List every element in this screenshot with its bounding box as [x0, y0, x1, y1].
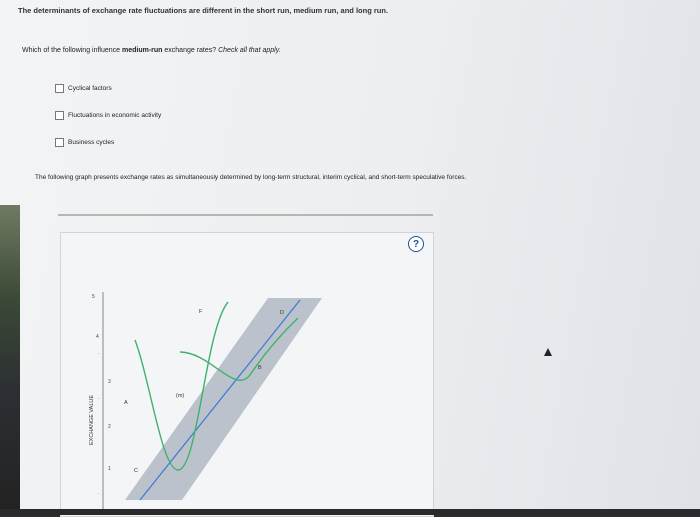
long-term-band — [125, 298, 322, 500]
option-label: Business cycles — [68, 139, 115, 146]
trend-line — [140, 300, 300, 500]
bottom-edge — [0, 509, 700, 515]
point-label-f: F — [199, 309, 203, 315]
question-prefix: Which of the following influence — [22, 47, 122, 54]
graph-caption: The following graph presents exchange rates as simultaneously determined by long-term structural, interim cyclical, and short-term speculative forces. — [35, 174, 467, 181]
y-tick-mark: · — [98, 351, 100, 357]
question-instruction: Check all that apply. — [218, 47, 281, 54]
option-label: Fluctuations in economic activity — [68, 112, 162, 119]
mouse-cursor-icon — [544, 348, 552, 356]
y-axis-label: EXCHANGE VALUE — [89, 394, 95, 445]
point-label-m: (m) — [176, 393, 185, 399]
question-emphasis: medium-run — [122, 47, 163, 54]
y-tick-label: 2 — [108, 424, 111, 430]
y-tick-label: 3 — [108, 379, 111, 385]
point-label-d: D — [280, 310, 284, 316]
question-suffix: exchange rates? — [162, 47, 219, 54]
y-tick-label: 1 — [108, 466, 111, 472]
point-label-c: C — [134, 468, 138, 474]
y-tick-label: 5 — [92, 294, 95, 300]
intro-text: The determinants of exchange rate fluctuations are different in the short run, medium run, and long run. — [18, 6, 389, 15]
help-icon[interactable]: ? — [408, 236, 424, 252]
y-tick-mark: · — [98, 491, 100, 497]
point-label-b: B — [258, 365, 262, 371]
background-edge — [0, 205, 20, 515]
option-label: Cyclical factors — [68, 85, 112, 92]
y-tick-label: 4 — [96, 334, 99, 340]
point-label-a: A — [124, 400, 128, 406]
y-tick-mark: · — [98, 396, 100, 402]
